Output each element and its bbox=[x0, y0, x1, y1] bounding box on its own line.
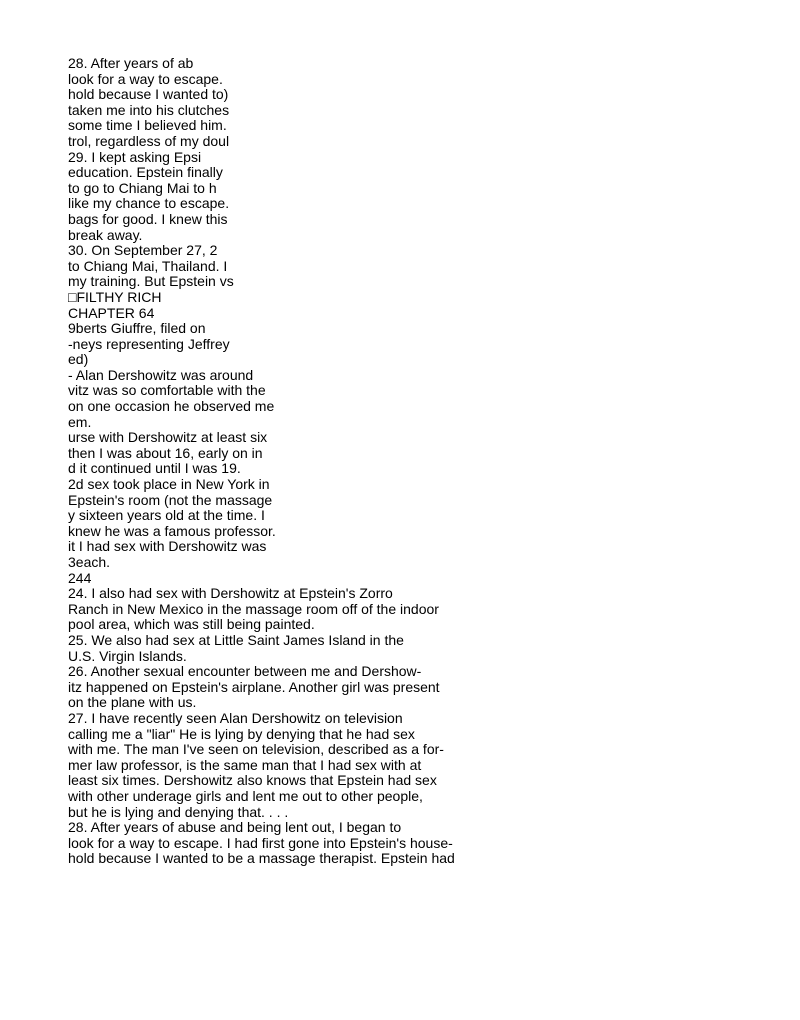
text-line: to go to Chiang Mai to h bbox=[68, 179, 217, 196]
text-line: mer law professor, is the same man that I had sex with at bbox=[68, 756, 422, 773]
page-number-line: 244 bbox=[68, 569, 92, 586]
text-line: 26. Another sexual encounter between me and Dershow- bbox=[68, 663, 422, 680]
text-line: 24. I also had sex with Dershowitz at Epstein's Zorro bbox=[68, 585, 393, 602]
text-line: em. bbox=[68, 413, 92, 430]
text-line: least six times. Dershowitz also knows that Epstein had sex bbox=[68, 772, 437, 789]
text-line: hold because I wanted to) bbox=[68, 86, 229, 103]
text-line: then I was about 16, early on in bbox=[68, 444, 263, 461]
text-line: 25. We also had sex at Little Saint James Island in the bbox=[68, 631, 404, 648]
text-line: 30. On September 27, 2 bbox=[68, 242, 218, 259]
text-line: my training. But Epstein vs bbox=[68, 273, 234, 290]
text-line: look for a way to escape. bbox=[68, 70, 223, 87]
text-line: itz happened on Epstein's airplane. Another girl was present bbox=[68, 678, 440, 695]
text-line: on one occasion he observed me bbox=[68, 398, 275, 415]
text-line: d it continued until I was 19. bbox=[68, 460, 241, 477]
text-line: to Chiang Mai, Thailand. I bbox=[68, 257, 228, 274]
text-line: vitz was so comfortable with the bbox=[68, 382, 266, 399]
text-line: but he is lying and denying that. . . . bbox=[68, 803, 289, 820]
text-line: 27. I have recently seen Alan Dershowitz on television bbox=[68, 709, 403, 726]
text-line: Ranch in New Mexico in the massage room off of the indoor bbox=[68, 600, 439, 617]
text-line: pool area, which was still being painted. bbox=[68, 616, 315, 633]
text-line: bags for good. I knew this bbox=[68, 210, 228, 227]
text-line: - Alan Dershowitz was around bbox=[68, 366, 254, 383]
chapter-heading-line: CHAPTER 64 bbox=[68, 304, 155, 321]
text-line: Epstein's room (not the massage bbox=[68, 491, 273, 508]
text-line: 9berts Giuffre, filed on bbox=[68, 320, 206, 337]
text-line: taken me into his clutches bbox=[68, 101, 230, 118]
text-line: it I had sex with Dershowitz was bbox=[68, 538, 267, 555]
text-line: with other underage girls and lent me out to other people, bbox=[68, 787, 423, 804]
text-line: break away. bbox=[68, 226, 143, 243]
text-line: knew he was a famous professor. bbox=[68, 522, 276, 539]
text-line: calling me a "liar" He is lying by denying that he had sex bbox=[68, 725, 415, 742]
text-line: 2d sex took place in New York in bbox=[68, 476, 270, 493]
text-line: U.S. Virgin Islands. bbox=[68, 647, 187, 664]
text-line: trol, regardless of my doul bbox=[68, 132, 230, 149]
text-line: 28. After years of abuse and being lent out, I began to bbox=[68, 819, 402, 836]
book-title-line: □FILTHY RICH bbox=[68, 288, 162, 305]
text-line: 3each. bbox=[68, 554, 111, 570]
text-line: -neys representing Jeffrey bbox=[68, 335, 230, 352]
document-text bbox=[68, 56, 508, 867]
text-line: like my chance to escape. bbox=[68, 195, 230, 212]
text-line: 29. I kept asking Epsi bbox=[68, 148, 202, 165]
text-line: hold because I wanted to be a massage therapist. Epstein had bbox=[68, 850, 455, 867]
text-line: urse with Dershowitz at least six bbox=[68, 429, 268, 446]
text-line: with me. The man I've seen on television, described as a for- bbox=[68, 741, 444, 758]
text-line: look for a way to escape. I had first gone into Epstein's house- bbox=[68, 834, 453, 851]
text-line: ed) bbox=[68, 351, 89, 368]
text-line: y sixteen years old at the time. I bbox=[68, 507, 265, 524]
text-line: education. Epstein finally bbox=[68, 164, 223, 181]
text-line: on the plane with us. bbox=[68, 694, 197, 711]
text-line: some time I believed him. bbox=[68, 117, 227, 134]
text-line: 28. After years of ab bbox=[68, 55, 194, 71]
